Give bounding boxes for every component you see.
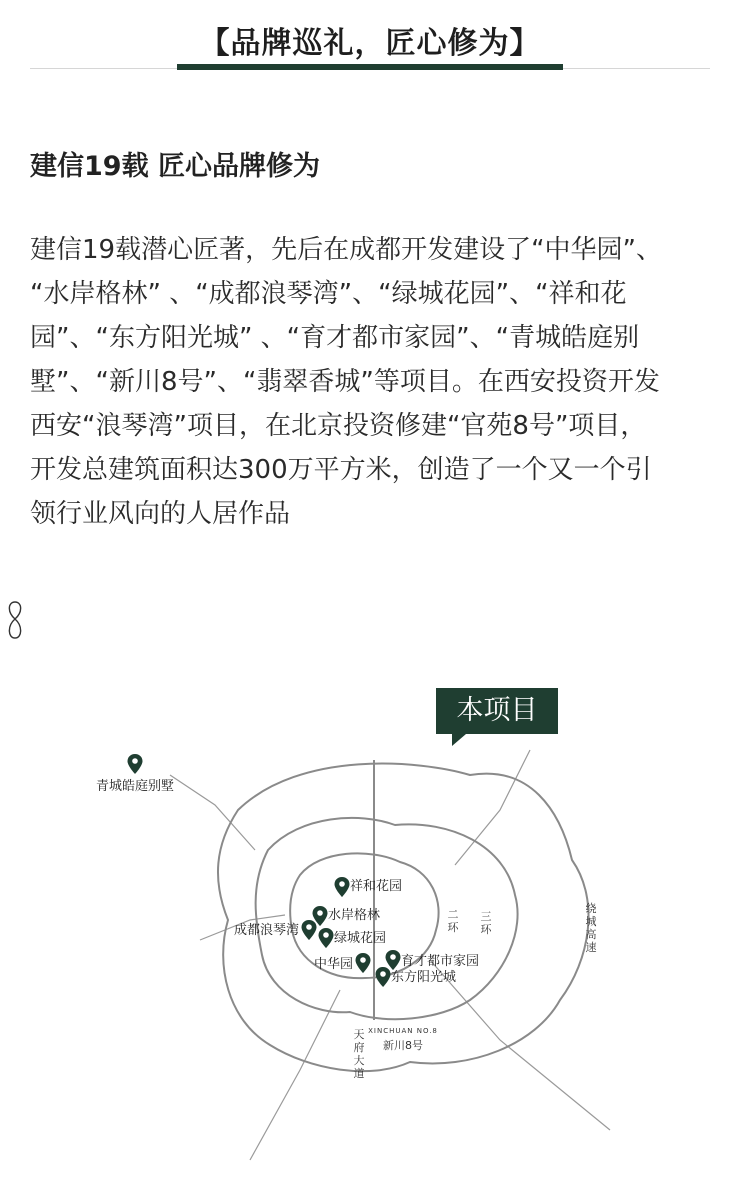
section-title: 【品牌巡礼，匠心修为】: [199, 26, 541, 61]
logo-latin-text: XINCHUAN NO.8: [368, 1027, 438, 1035]
location-pin-icon: [301, 920, 317, 940]
xinchuan-logo-icon: [0, 600, 30, 640]
section-header: [0, 0, 740, 80]
place-label-lvcheng: 绿城花园: [334, 931, 387, 946]
paragraph-line: 建信19载潜心匠著，先后在成都开发建设了“中华园”、: [30, 235, 663, 265]
place-label-yucai: 育才都市家园: [401, 954, 480, 969]
road-northeast: [455, 750, 530, 865]
road-southeast: [430, 960, 610, 1130]
road-northwest: [170, 775, 255, 850]
project-location-map: [0, 600, 740, 1188]
paragraph-line: 西安“浪琴湾”项目，在北京投资修建“官苑8号”项目，: [30, 411, 647, 441]
place-label-zhonghua: 中华园: [314, 957, 354, 972]
location-pin-icon: [318, 928, 334, 948]
paragraph-line: “水岸格林” 、“成都浪琴湾”、“绿城花园”、“祥和花: [30, 279, 627, 309]
header-accent-bar: [177, 64, 563, 70]
ring-middle: [256, 818, 518, 1019]
road-label-ring3: 三环: [480, 910, 492, 936]
logo-chinese-text: 新川8号: [383, 1039, 423, 1052]
this-project-callout: 本项目: [436, 688, 558, 734]
place-label-langqinwan: 成都浪琴湾: [234, 923, 300, 938]
callout-pointer: [452, 734, 466, 746]
road-label-ring2: 二环: [447, 908, 459, 934]
road-southwest: [250, 990, 340, 1160]
paragraph-line: 开发总建筑面积达300万平方米，创造了一个又一个引: [30, 455, 652, 485]
road-label-tianfu: 天府大道: [353, 1028, 365, 1080]
road-label-ringexpress: 绕城高速: [585, 902, 597, 954]
place-label-xianghe: 祥和花园: [350, 879, 403, 894]
brand-paragraph: [30, 228, 715, 536]
place-label-dongfang: 东方阳光城: [391, 970, 457, 985]
place-label-shuian: 水岸格林: [328, 908, 381, 923]
location-pin-icon: [375, 967, 391, 987]
paragraph-line: 领行业风向的人居作品: [30, 499, 291, 529]
paragraph-line: 园”、“东方阳光城” 、“育才都市家园”、“青城皓庭别: [30, 323, 640, 353]
paragraph-line: 墅”、“新川8号”、“翡翠香城”等项目。在西安投资开发: [30, 367, 660, 397]
location-pin-icon: [334, 877, 350, 897]
place-label-qingcheng: 青城皓庭别墅: [96, 779, 175, 794]
brand-subtitle: 建信19载 匠心品牌修为: [30, 151, 320, 182]
ring-outer: [218, 764, 589, 1072]
location-pin-icon: [127, 754, 143, 774]
location-pin-icon: [355, 953, 371, 973]
